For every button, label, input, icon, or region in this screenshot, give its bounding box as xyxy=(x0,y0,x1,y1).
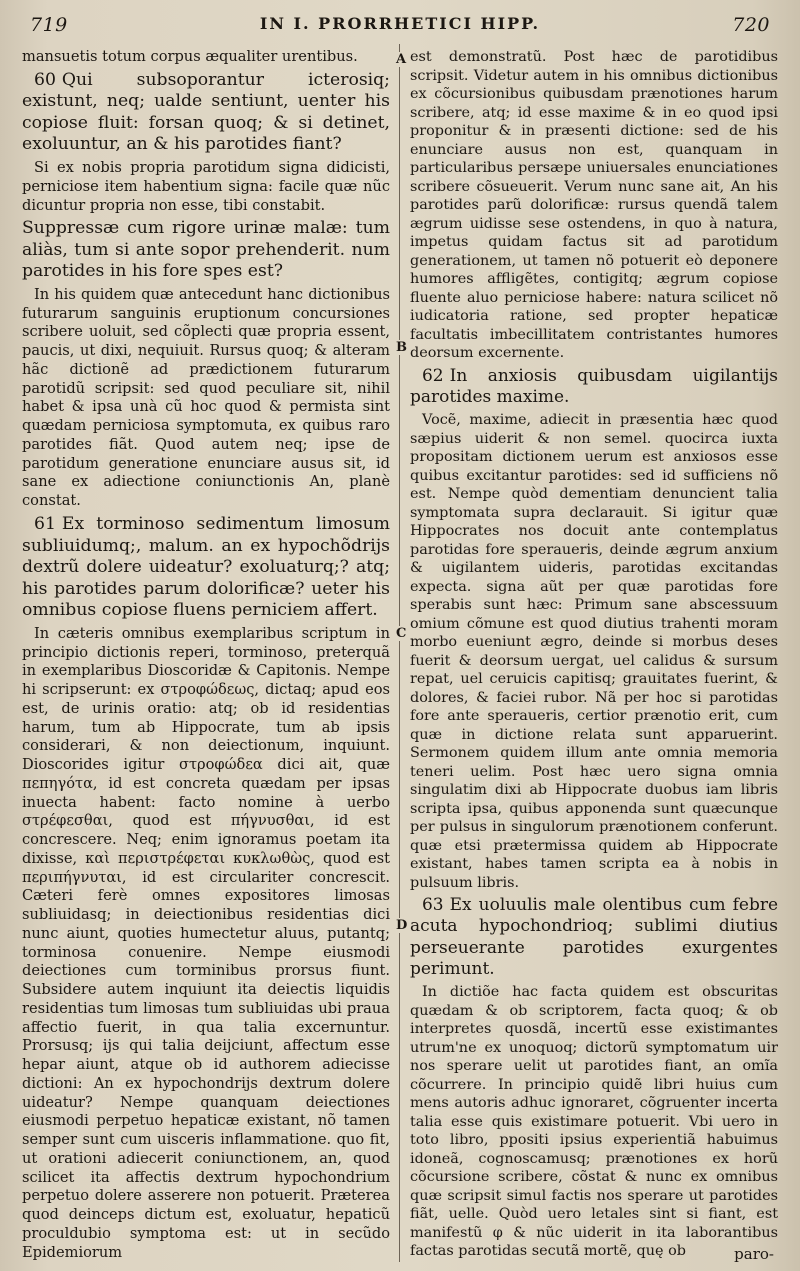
paragraph-text: In his quidem quæ antecedunt hanc dictionibus futurarum sanguinis eruptionum concursiones scribere uoluit, sed cõplecti quæ propria essent, paucis, ut dixi, nequiuit. Rursus quoq; & alteram hãc dictionẽ ad prædictionem futurarum parotidũ scripsit: sed quod peculiare sit, nihil habet & ipsa unà cũ hoc quod & permista sint quædam perniciosa symptomuta, ex quibus raro parotides fiãt. Quod autem neq; ipse de parotidum generatione enunciare ausus sit, id sane ex adiectione coniunctionis An, planè constat. xyxy=(22,285,390,510)
paragraph-text: In cæteris omnibus exemplaribus scriptum in principio dictionis reperi, torminoso, preterquã in exemplaribus Dioscoridæ & Capitonis. Nempe hi scripserunt: ex στροφώδεως, dictaq; apud eos est, de urinis oratio: atq; ob id residentias harum, tum ab Hippocrate, tum ab ipsis considerari, & non deiectionum, inquiunt. Dioscorides igitur στροφώδεα dici ait, quæ πεπηγότα, id est concreta quædam per ipsas inuecta habent: facto nomine à uerbo στρέφεσθαι, quod est πήγνυσθαι, id est concrescere. Neq; enim ignoramus poetam ita dixisse, καὶ περιστρέφεται κυκλωθὼς, quod est περιπήγνυται, id est circulariter concrescit. Cæteri ferè omnes expositores limosas subliuidasq; in deiectionibus residentias dici nunc aiunt, quoties humectetur aluus, putantq; torminosa conuenire. Nempe eiusmodi deiectiones cum torminibus prorsus fiunt. Subsidere autem inquiunt ita deiectis liquidis residentias tum limosas tum subliuidas ubi praua affectio fuerit, in qua talia excernuntur. Prorsusq; ijs qui talia deijciunt, affectum esse hepar aiunt, atque ob id authorem adiecisse dictioni: An ex hypochondrijs dextrum dolere uideatur? Nempe quanquam deiectiones eiusmodi perpetuo hepaticæ existant, nõ tamen semper sunt cum uisceris inflammatione. quo fit, ut orationi adiecerit coniunctionem, an, quod scilicet ita affectis dextrum hypochondrium perpetuo dolere asserere non potuerit. Præterea quod deinceps dictum est, exoluatur, hepaticũ proculdubio symptoma est: ut in secũdo Epidemiorum xyxy=(22,624,390,1261)
catchword: paro- xyxy=(734,1245,774,1263)
aphorism-number: 63 xyxy=(422,895,444,916)
paragraph-text: In dictiõe hac facta quidem est obscuritas quædam & ob scriptorem, facta quoq; & ob interpretes quosdã, incertũ esse existimantes utrum'ne ex unoquoq; dictorũ symptomatum uir nos sperare uelit ut parotides fiant, an omĩa cõcurrere. In principio quidẽ libri huius cum mens autoris adhuc ignoraret, cõgruenter incerta talia esse quis existimare potuerit. Vbi uero in toto libro, ppositi ipsius experientiã habuimus idoneã, cognoscamusq; prænotiones ex horũ cõcursione scribere, cõstat & nunc ex omnibus quæ scripsit simul factis nos sperare ut parotides fiãt, uelle. Quòd uero letales sint si fiant, est manifestũ φ & nũc uiderit in ita laborantibus factas parotidas secutã mortẽ, quę ob xyxy=(410,984,778,1260)
commentary-paragraph xyxy=(410,983,778,1261)
paragraph-text: Qui subsoporantur icterosiq; existunt, neq; ualde sentiunt, uenter his copiose fluit: forsan quoq; & si detinet, exoluuntur, an & his parotides fiant? xyxy=(22,69,390,155)
paragraph-text: mansuetis totum corpus æqualiter urentibus. xyxy=(22,48,358,65)
margin-letter-c: C xyxy=(396,626,407,641)
margin-letter-d: D xyxy=(396,918,408,933)
commentary-paragraph xyxy=(22,48,390,67)
paragraph-text: est demonstratũ. Post hæc de parotidibus scripsit. Videtur autem in his omnibus dictionibus ex cõcursionibus quibusdam prænotiones harum scribere, atq; id esse maxime & in eo quod ipsi proponitur & in præsenti dictione: sed de his enunciare ausus non est, quanquam in particularibus persæpe uniuersales enunciationes scribere cõsueuerit. Verum nunc sane ait, An his parotides parũ dolorificæ: rursus quendã talem ægrum uidisse sese ostendens, in quo à natura, impetus quidam factus sit ad parotidum generationem, ut tamen nõ potuerit eò deponere humores affligẽtes, contigitq; ægrum copiose fluente aluo perniciose habere: natura scilicet nõ iudicatoria ratione, sed propter hepaticæ facultatis imbecillitatem contristantes humores deorsum excernente. xyxy=(410,49,778,361)
paragraph-text: Si ex nobis propria parotidum signa didicisti, perniciose item habentium signa: facile quæ nũc dicuntur propria non esse, tibi constabit. xyxy=(22,159,390,214)
page-header xyxy=(20,14,780,44)
page-number-right: 720 xyxy=(732,14,770,36)
commentary-paragraph xyxy=(22,286,390,511)
aphorism-paragraph xyxy=(22,514,390,622)
commentary-paragraph xyxy=(22,159,390,215)
margin-letter-b: B xyxy=(396,340,407,355)
right-column xyxy=(410,48,778,1263)
margin-letter-a: A xyxy=(396,52,407,67)
left-column xyxy=(22,48,390,1263)
column-divider xyxy=(399,44,400,1262)
aphorism-paragraph xyxy=(410,895,778,980)
aphorism-paragraph xyxy=(22,218,390,283)
page-number-left: 719 xyxy=(30,14,68,36)
paragraph-text: Ex torminoso sedimentum limosum subliuidumq;, malum. an ex hypochõdrijs dextrũ dolere uideatur? exoluaturq;? atq; his parotides parum dolorificæ? ueter his omnibus copiose fluens perniciem affert. xyxy=(22,513,390,621)
paragraph-text: In anxiosis quibusdam uigilantijs parotides maxime. xyxy=(410,365,778,407)
aphorism-number: 62 xyxy=(422,365,444,386)
commentary-paragraph xyxy=(410,48,778,363)
aphorism-paragraph xyxy=(22,70,390,156)
commentary-paragraph xyxy=(22,625,390,1263)
paragraph-text: Suppressæ cum rigore urinæ malæ: tum aliàs, tum si ante sopor prehenderit. num parotides in his fore spes est? xyxy=(22,218,390,282)
paragraph-text: Ex uoluulis male olentibus cum febre acuta hypochondrioq; sublimi diutius perseuerante parotides exurgentes perimunt. xyxy=(410,895,778,979)
paragraph-text: Vocẽ, maxime, adiecit in præsentia hæc quod sæpius uiderit & non semel. quocirca iuxta propositam dictionem uerum est anxiosos esse quibus excitantur parotides: sed id sufficiens nõ est. Nempe quòd dementiam denuncient talia symptomata supra declarauit. Si igitur quæ Hippocrates nos docuit ante contemplatus parotidas fore speraueris, deinde ægrum anxium & uigilantem uideris, parotidas excitandas expecta. signa aũt per quæ parotidas fore sperabis sunt hæc: Primum sane abscessuum omium cõmune est quod diutius trahenti moram morbo eueniunt ægro, deinde si morbus deses fuerit & deorsum uergat, uel calidus & sursum repat, uel ceruicis capitisq; grauitates fuerint, & dolores, & faciei rubor. Nã per hoc si parotidas fore ante speraueris, certior prænotio erit, cum quæ in dictione relata sunt apparuerint. Sermonem quidem illum ante omnia memoria teneri uelim. Post hæc uero signa omnia singulatim dixi ab Hippocrate duobus iam libris scripta ipsa, quibus apponenda sunt quæcunque per pulsus in singulorum prænotionem conferunt. quæ etsi prætermissa quidem ab Hippocrate existant, habes tamen scripta ea à nobis in pulsuum libris. xyxy=(410,412,778,891)
aphorism-number: 60 xyxy=(34,69,56,90)
aphorism-paragraph xyxy=(410,366,778,409)
running-title: IN I. PRORRHETICI HIPP. xyxy=(259,14,541,33)
aphorism-number: 61 xyxy=(34,513,56,534)
commentary-paragraph xyxy=(410,411,778,892)
